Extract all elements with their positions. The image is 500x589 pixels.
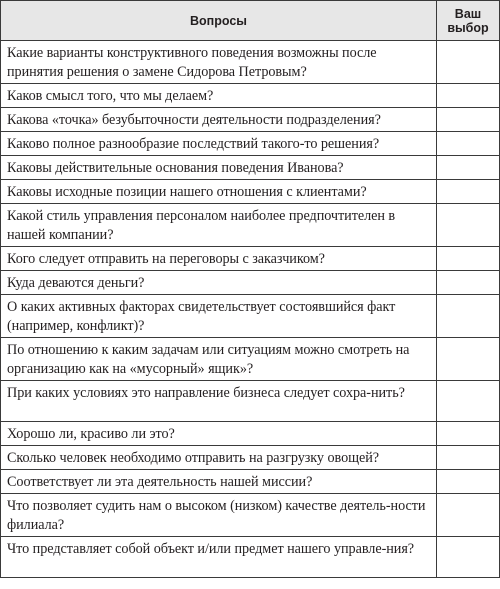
choice-cell[interactable] xyxy=(437,180,500,204)
choice-cell[interactable] xyxy=(437,381,500,422)
table-row xyxy=(1,271,500,295)
table-row xyxy=(1,84,500,108)
question-cell: О каких активных факторах свидетельствует состоявшийся факт (например, конфликт)? xyxy=(1,295,437,338)
question-cell: Каковы действительные основания поведения Иванова? xyxy=(1,156,437,180)
choice-cell[interactable] xyxy=(437,446,500,470)
table-row xyxy=(1,204,500,247)
table-row xyxy=(1,537,500,578)
choice-cell[interactable] xyxy=(437,271,500,295)
choice-cell[interactable] xyxy=(437,108,500,132)
choice-cell[interactable] xyxy=(437,156,500,180)
table-row xyxy=(1,108,500,132)
table-row xyxy=(1,422,500,446)
choice-cell[interactable] xyxy=(437,338,500,381)
choice-cell[interactable] xyxy=(437,537,500,578)
question-cell: Каковы исходные позиции нашего отношения с клиентами? xyxy=(1,180,437,204)
question-cell: Какой стиль управления персоналом наиболее предпочтителен в нашей компании? xyxy=(1,204,437,247)
table-row xyxy=(1,156,500,180)
question-cell: Каков смысл того, что мы делаем? xyxy=(1,84,437,108)
question-cell: Куда деваются деньги? xyxy=(1,271,437,295)
question-cell: Кого следует отправить на переговоры с заказчиком? xyxy=(1,247,437,271)
header-questions: Вопросы xyxy=(1,1,437,41)
table-row xyxy=(1,295,500,338)
choice-cell[interactable] xyxy=(437,470,500,494)
question-cell: Хорошо ли, красиво ли это? xyxy=(1,422,437,446)
table-row xyxy=(1,132,500,156)
question-cell: Какова «точка» безубыточности деятельности подразделения? xyxy=(1,108,437,132)
header-choice: Ваш выбор xyxy=(437,1,500,41)
question-cell: По отношению к каким задачам или ситуациям можно смотреть на организацию как на «мусорный» ящик»? xyxy=(1,338,437,381)
question-cell: Соответствует ли эта деятельность нашей миссии? xyxy=(1,470,437,494)
table-row xyxy=(1,41,500,84)
question-cell: Каково полное разнообразие последствий такого-то решения? xyxy=(1,132,437,156)
choice-cell[interactable] xyxy=(437,295,500,338)
choice-cell[interactable] xyxy=(437,204,500,247)
table-row xyxy=(1,494,500,537)
choice-cell[interactable] xyxy=(437,422,500,446)
question-cell: При каких условиях это направление бизнеса следует сохра-нить? xyxy=(1,381,437,422)
table-row xyxy=(1,381,500,422)
choice-cell[interactable] xyxy=(437,494,500,537)
table-row xyxy=(1,247,500,271)
question-cell: Какие варианты конструктивного поведения возможны после принятия решения о замене Сидорова Петровым? xyxy=(1,41,437,84)
table-header-row xyxy=(1,1,500,41)
table-row xyxy=(1,446,500,470)
table-row xyxy=(1,338,500,381)
question-cell: Что представляет собой объект и/или предмет нашего управле-ния? xyxy=(1,537,437,578)
table-row xyxy=(1,470,500,494)
choice-cell[interactable] xyxy=(437,84,500,108)
choice-cell[interactable] xyxy=(437,132,500,156)
question-cell: Что позволяет судить нам о высоком (низком) качестве деятель-ности филиала? xyxy=(1,494,437,537)
table-row xyxy=(1,180,500,204)
choice-cell[interactable] xyxy=(437,41,500,84)
choice-cell[interactable] xyxy=(437,247,500,271)
question-cell: Сколько человек необходимо отправить на разгрузку овощей? xyxy=(1,446,437,470)
